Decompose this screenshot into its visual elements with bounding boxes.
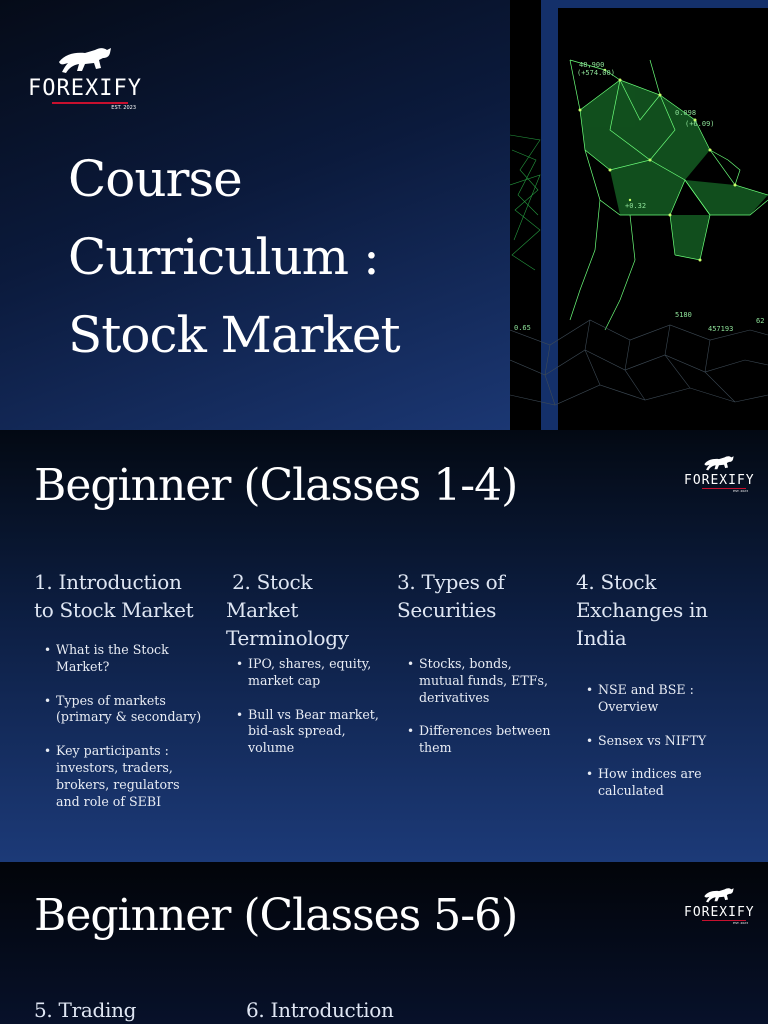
brand-est: EST. 2023 [111,104,136,111]
column-heading: 4. Stock Exchanges in India [576,570,708,650]
list-item: • How indices are calculated [598,766,726,800]
readout-2: (+574.00) [577,69,615,77]
beginner-classes-1-4-slide [0,430,768,862]
bull-market-image [510,0,768,430]
brand-underline [52,102,128,104]
column-5 [34,996,204,1024]
brand-name: FOREXIFY [684,473,755,488]
page-title [68,140,400,374]
readout-9: 62 [756,317,765,325]
readout-7: 457193 [708,325,734,333]
brand-logo-small [684,454,754,493]
column-heading: 1. Introduction to Stock Market [34,570,194,622]
bull-icon [702,454,736,472]
column-heading: 3. Types of Securities [397,570,505,622]
list-item: • IPO, shares, equity, market cap [248,656,386,690]
bull-icon [702,886,736,904]
brand-logo-small [684,886,754,925]
list-item: • Types of markets (primary & secondary) [56,693,204,727]
column-3 [397,568,557,774]
readout-1: 48,900 [579,61,605,69]
column-4 [576,568,726,817]
title-slide [0,0,768,430]
readout-6: 0.65 [514,324,531,332]
list-item: • Key participants : investors, traders, brokers, regulators and role of SEBI [56,743,204,810]
list-item: • Differences between them [419,723,557,757]
brand-logo [26,44,144,111]
brand-name: FOREXIFY [28,76,142,101]
brand-est: EST. 2023 [733,921,748,925]
bull-icon [55,44,115,76]
list-item: • Sensex vs NIFTY [598,733,726,750]
column-heading: 5. Trading [34,998,137,1022]
list-item: • Stocks, bonds, mutual funds, ETFs, derivatives [419,656,557,706]
list-item: • NSE and BSE : Overview [598,682,726,716]
title-line-1: Course [68,150,242,208]
title-line-2: Curriculum : [68,228,379,286]
beginner-classes-5-6-slide [0,862,768,1024]
list-item: • Bull vs Bear market, bid-ask spread, volume [248,707,386,757]
column-1 [34,568,204,827]
readout-4: (+6.09) [685,120,715,128]
title-line-3: Stock Market [68,306,400,364]
brand-est: EST. 2023 [733,489,748,493]
column-2 [226,568,386,774]
section-title: Beginner (Classes 1-4) [34,460,518,511]
brand-name: FOREXIFY [684,905,755,920]
section-title: Beginner (Classes 5-6) [34,890,518,941]
column-6 [246,996,416,1024]
readout-8: 5180 [675,311,692,319]
column-heading: 2. Stock Market Terminology [226,570,349,650]
list-item: • What is the Stock Market? [56,642,204,676]
readout-3: 0.098 [675,109,697,117]
readout-5: +0.32 [625,202,647,210]
column-heading: 6. Introduction [246,998,394,1022]
